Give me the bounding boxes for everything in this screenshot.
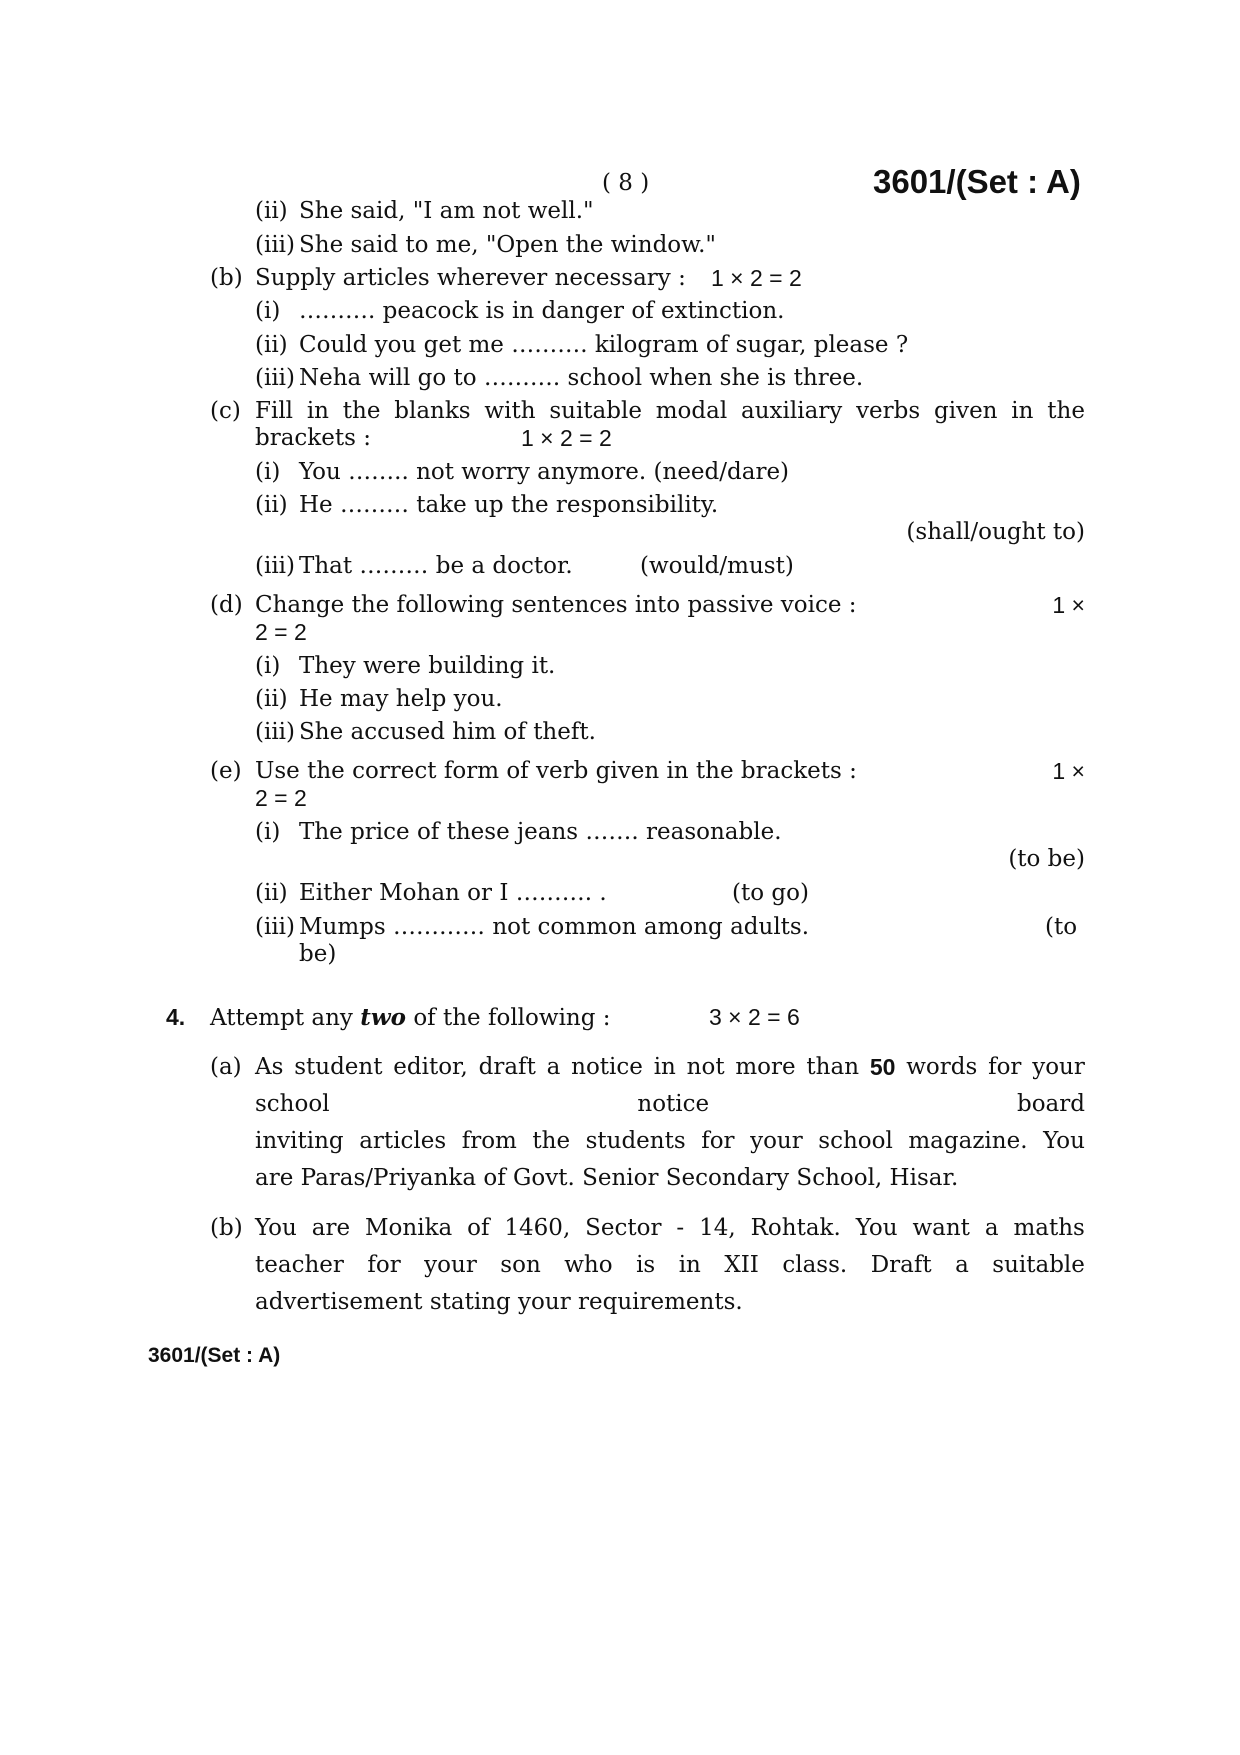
q4a-word: than <box>806 1054 860 1080</box>
q3e-marks-1: 1 × <box>1052 758 1085 784</box>
q4a-word: board <box>1016 1091 1085 1117</box>
q3e-marks-2: 2 = 2 <box>255 785 307 811</box>
q3c-word: the <box>342 398 381 424</box>
q3c-line2: brackets : <box>255 425 371 451</box>
q3a-iii-text: She said to me, "Open the window." <box>299 232 716 258</box>
q3c-word: Fill <box>255 398 294 424</box>
q4a-line2 <box>255 1093 1085 1116</box>
q4b-word: of <box>467 1215 490 1241</box>
q3d-text: Change the following sentences into passive voice : <box>255 592 857 618</box>
q4b-line2 <box>255 1254 1085 1277</box>
q4a-word: draft <box>478 1054 536 1080</box>
q4b-word: a <box>984 1215 999 1241</box>
q3a-iii-num: (iii) <box>255 232 296 258</box>
q4a-word: notice <box>637 1091 710 1117</box>
q3d-marks-2: 2 = 2 <box>255 619 307 645</box>
q4b-word: for <box>367 1252 401 1278</box>
q4-text-after: of the following : <box>413 1005 611 1031</box>
q4b-line1 <box>255 1217 1085 1240</box>
q3c-iii-num: (iii) <box>255 553 296 579</box>
q4a-word: articles <box>359 1128 447 1154</box>
q3c-word: the <box>1047 398 1085 424</box>
q4a-word: words <box>906 1054 978 1080</box>
q4a-word-count: 50 <box>869 1054 896 1080</box>
q3b-label: (b) <box>210 265 243 291</box>
q4b-word: who <box>564 1252 613 1278</box>
q4b-word: You <box>855 1215 898 1241</box>
q3b-text: Supply articles wherever necessary : <box>255 265 686 291</box>
paper-code-header: 3601/(Set : A) <box>873 163 1081 200</box>
q4a-word: You <box>1043 1128 1085 1154</box>
q4a-word: more <box>735 1054 796 1080</box>
q4a-word: in <box>653 1054 676 1080</box>
q4a-label: (a) <box>210 1054 242 1080</box>
q4b-word: are <box>311 1215 351 1241</box>
q3c-label: (c) <box>210 398 241 424</box>
q4b-line3: advertisement stating your requirements. <box>255 1289 743 1315</box>
q4-marks: 3 × 2 = 6 <box>709 1004 800 1030</box>
q4b-word: Draft <box>870 1252 932 1278</box>
q4b-word: - <box>676 1215 685 1241</box>
q4b-word: Monika <box>365 1215 453 1241</box>
q3c-word: given <box>934 398 998 424</box>
q3c-line1 <box>255 400 1085 423</box>
q3c-ii-num: (ii) <box>255 492 288 518</box>
q3c-word: verbs <box>856 398 921 424</box>
q4-instruction <box>210 1006 611 1030</box>
q3c-ii-text: He ……… take up the responsibility. <box>299 492 719 518</box>
q3c-word: auxiliary <box>741 398 843 424</box>
q3d-i-num: (i) <box>255 653 281 679</box>
q3e-i-hint: (to be) <box>1008 846 1085 872</box>
q4b-word: You <box>255 1215 297 1241</box>
q3e-iii-num: (iii) <box>255 914 296 940</box>
q3c-iii-hint: (would/must) <box>640 553 794 579</box>
q4b-word: suitable <box>992 1252 1085 1278</box>
q4b-word: 14, <box>699 1215 736 1241</box>
q4b-word: maths <box>1013 1215 1085 1241</box>
q4a-word: inviting <box>255 1128 344 1154</box>
q3b-ii-num: (ii) <box>255 332 288 358</box>
q3b-i-text: ………. peacock is in danger of extinction. <box>299 298 785 324</box>
q3e-iii-hint-1: (to <box>1045 914 1078 940</box>
q3b-ii-text: Could you get me ………. kilogram of sugar, please ? <box>299 332 909 358</box>
q3c-word: in <box>1011 398 1034 424</box>
q4a-line4: are Paras/Priyanka of Govt. Senior Secondary School, Hisar. <box>255 1165 959 1191</box>
q4a-word: from <box>461 1128 517 1154</box>
q3d-iii-num: (iii) <box>255 719 296 745</box>
q3e-i-text: The price of these jeans ……. reasonable. <box>299 819 782 845</box>
q3d-ii-text: He may help you. <box>299 686 503 712</box>
q3c-word: blanks <box>394 398 471 424</box>
q4a-word: notice <box>571 1054 643 1080</box>
q4a-word: your <box>750 1128 803 1154</box>
q4b-label: (b) <box>210 1215 243 1241</box>
q4b-word: son <box>500 1252 541 1278</box>
q3d-i-text: They were building it. <box>299 653 556 679</box>
q3d-marks-1: 1 × <box>1052 592 1085 618</box>
q3d-iii-text: She accused him of theft. <box>299 719 596 745</box>
page-number: ( 8 ) <box>602 170 650 196</box>
q3b-iii-num: (iii) <box>255 365 296 391</box>
q4b-word: 1460, <box>504 1215 571 1241</box>
q3e-iii-text: Mumps ………… not common among adults. <box>299 914 810 940</box>
q4-number: 4. <box>166 1004 186 1030</box>
q3e-ii-num: (ii) <box>255 880 288 906</box>
q4b-word: is <box>636 1252 656 1278</box>
q3c-iii-text: That ……… be a doctor. <box>299 553 573 579</box>
q3e-i-num: (i) <box>255 819 281 845</box>
q4-text-before: Attempt any <box>210 1005 353 1031</box>
q3e-text: Use the correct form of verb given in the brackets : <box>255 758 857 784</box>
q3e-label: (e) <box>210 758 242 784</box>
q4a-word: for <box>701 1128 735 1154</box>
q3e-iii-hint-2: be) <box>299 941 337 967</box>
q4b-word: teacher <box>255 1252 344 1278</box>
q4-text-emph: two <box>360 1004 406 1031</box>
q3b-iii-text: Neha will go to ………. school when she is three. <box>299 365 864 391</box>
q4a-word: magazine. <box>908 1128 1028 1154</box>
q4a-word: editor, <box>393 1054 468 1080</box>
q4b-word: your <box>424 1252 477 1278</box>
q3c-word: modal <box>655 398 728 424</box>
q3c-i-num: (i) <box>255 459 281 485</box>
q3c-word: suitable <box>549 398 642 424</box>
q4a-word: students <box>585 1128 686 1154</box>
q3c-ii-hint: (shall/ought to) <box>906 519 1085 545</box>
q3c-marks: 1 × 2 = 2 <box>521 425 612 451</box>
q4b-word: want <box>912 1215 970 1241</box>
q4a-word: for <box>988 1054 1022 1080</box>
q4a-line3 <box>255 1130 1085 1153</box>
q3d-ii-num: (ii) <box>255 686 288 712</box>
q4b-word: Rohtak. <box>750 1215 841 1241</box>
q4a-word: school <box>818 1128 893 1154</box>
q3e-ii-hint: (to go) <box>732 880 809 906</box>
q4a-word: the <box>532 1128 571 1154</box>
q3b-marks: 1 × 2 = 2 <box>711 265 802 291</box>
paper-code-footer: 3601/(Set : A) <box>148 1344 281 1367</box>
q3c-word: with <box>484 398 536 424</box>
q4a-word: your <box>1032 1054 1085 1080</box>
q3d-label: (d) <box>210 592 243 618</box>
q3e-ii-text: Either Mohan or I ………. . <box>299 880 607 906</box>
q4b-word: in <box>678 1252 701 1278</box>
q4b-word: a <box>955 1252 969 1278</box>
q4a-word: school <box>255 1091 330 1117</box>
q3b-i-num: (i) <box>255 298 281 324</box>
q4a-word: As <box>255 1054 284 1080</box>
q4a-word: student <box>294 1054 383 1080</box>
q3c-word: in <box>306 398 329 424</box>
q4a-word: not <box>686 1054 725 1080</box>
q4b-word: XII <box>724 1252 759 1278</box>
q3c-i-text: You …….. not worry anymore. (need/dare) <box>299 459 790 485</box>
q4b-word: Sector <box>585 1215 662 1241</box>
q3a-ii-text: She said, "I am not well." <box>299 198 594 224</box>
q4a-line1 <box>255 1056 1085 1079</box>
q3a-ii-num: (ii) <box>255 198 288 224</box>
q4b-word: class. <box>782 1252 848 1278</box>
q4a-word: a <box>546 1054 561 1080</box>
